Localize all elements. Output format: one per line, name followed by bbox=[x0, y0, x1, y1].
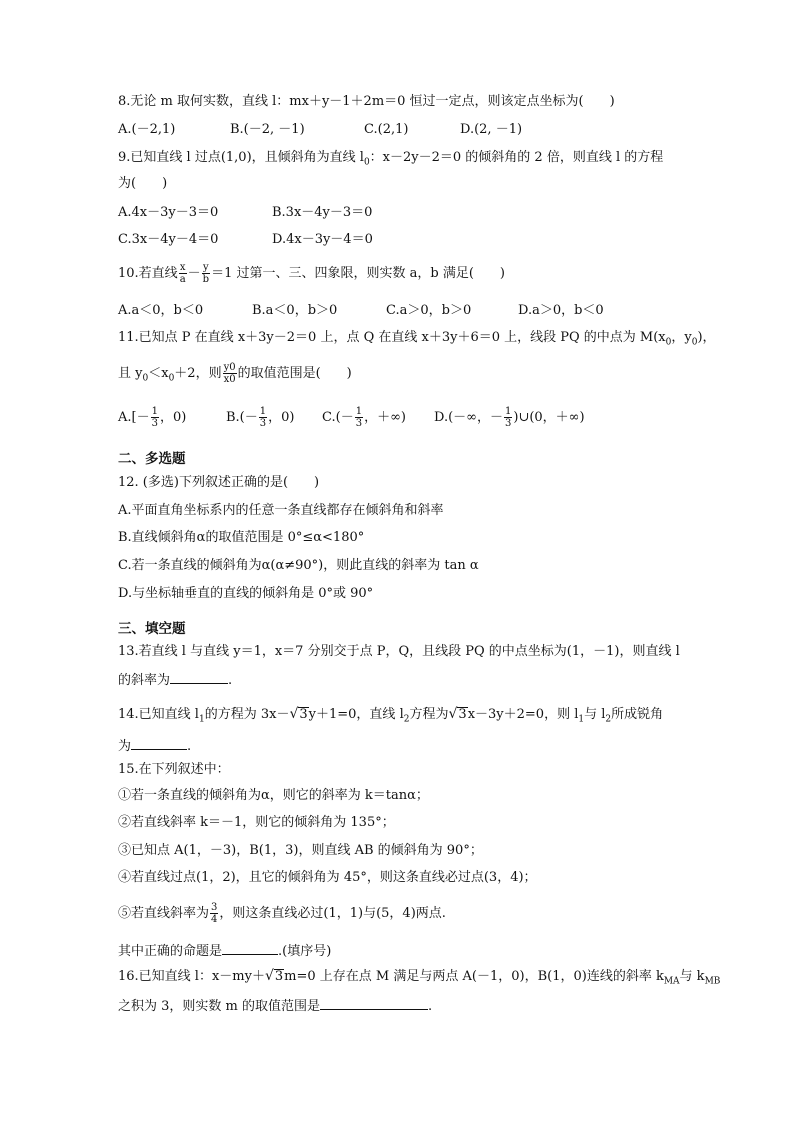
q11-opt-b-frac bbox=[259, 406, 267, 429]
q14-radicand1: 3 bbox=[299, 707, 308, 722]
q11-cont-b: ＜x bbox=[148, 366, 169, 381]
q10-frac1-num: x bbox=[179, 262, 186, 273]
q16-c: 与 k bbox=[679, 969, 705, 984]
q14-sub3: 1 bbox=[578, 714, 585, 725]
q10-minus: － bbox=[187, 266, 201, 281]
q11-stem-cont bbox=[118, 362, 352, 389]
q14-f: 与 l bbox=[584, 707, 606, 722]
q11-cont-d: 的取值范围是( ) bbox=[237, 366, 352, 381]
q14-e: x－3y＋2=0，则 l bbox=[467, 707, 579, 722]
sqrt-icon: √ bbox=[289, 706, 299, 722]
q15-item-2: ②若直线斜率 k＝－1，则它的倾斜角为 135°； bbox=[118, 815, 395, 830]
q11-stem-tail: ，y bbox=[671, 330, 692, 345]
q9-stem-cont: 为( ) bbox=[118, 176, 168, 191]
q15-answer-blank[interactable] bbox=[222, 940, 278, 955]
q11-option-c bbox=[322, 406, 406, 429]
q9-option-d: D.4x－3y－4＝0 bbox=[272, 232, 373, 247]
q15-item5-post: ，则这条直线必过(1，1)与(5，4)两点. bbox=[219, 906, 446, 921]
q16-sub-mb: MB bbox=[704, 976, 721, 987]
q8-option-a: A.(－2,1) bbox=[118, 122, 176, 137]
q11-opt-d-frac bbox=[504, 406, 512, 429]
q15-item-1: ①若一条直线的倾斜角为α，则它的斜率为 k＝tanα； bbox=[118, 788, 429, 803]
q15-item5-num: 3 bbox=[211, 902, 218, 913]
q11-opt-c-den: 3 bbox=[355, 418, 363, 429]
q16-radicand: 3 bbox=[274, 969, 284, 984]
q11-sub-x0: 0 bbox=[665, 337, 672, 348]
q15-conclusion-post: .(填序号) bbox=[278, 944, 332, 959]
q16-cont: 之积为 3，则实数 m 的取值范围是 bbox=[118, 999, 320, 1014]
q10-frac2-num: y bbox=[203, 262, 209, 273]
q11-cont-c: ＋2，则 bbox=[174, 366, 222, 381]
q9-stem-a: 9.已知直线 l 过点(1,0)，且倾斜角为直线 l bbox=[118, 150, 364, 165]
q11-stem-end: )， bbox=[697, 330, 716, 345]
q11-opt-c-pre: C.(－ bbox=[322, 410, 354, 425]
q9-stem-sub: 0 bbox=[363, 157, 370, 168]
q16-stem bbox=[118, 966, 720, 992]
q10-option-d: D.a＞0，b＜0 bbox=[518, 303, 604, 318]
q11-opt-a-num: 1 bbox=[151, 406, 158, 417]
q14-radicand2: 3 bbox=[458, 707, 467, 722]
q16-b: m=0 上存在点 M 满足与两点 A(－1，0)，B(1，0)连线的斜率 k bbox=[284, 969, 664, 984]
q11-opt-d-den: 3 bbox=[505, 418, 512, 429]
q10-option-b: B.a＜0，b＞0 bbox=[252, 303, 338, 318]
q11-stem bbox=[118, 328, 716, 353]
q15-conclusion bbox=[118, 940, 331, 962]
q15-conclusion-pre: 其中正确的命题是 bbox=[118, 944, 223, 959]
q14-d: 方程为 bbox=[409, 707, 449, 722]
q14-c: y＋1=0，直线 l bbox=[308, 707, 404, 722]
q15-item-3: ③已知点 A(1，－3)，B(1，3)，则直线 AB 的倾斜角为 90°； bbox=[118, 843, 483, 858]
section-fill-blank-heading: 三、填空题 bbox=[118, 621, 186, 637]
q12-option-c: C.若一条直线的倾斜角为α(α≠90°)，则此直线的斜率为 tan α bbox=[118, 558, 479, 573]
q15-item-4: ④若直线过点(1，2)，且它的倾斜角为 45°，则这条直线必过点(3，4)； bbox=[118, 870, 537, 885]
q14-stem bbox=[118, 704, 663, 730]
q11-opt-b-num: 1 bbox=[259, 406, 267, 417]
q13-cont: 的斜率为 bbox=[118, 673, 171, 688]
q11-frac-num: y0 bbox=[223, 362, 236, 373]
q11-opt-c-post: ，＋∞) bbox=[364, 410, 406, 425]
q14-g: 所成锐角 bbox=[611, 707, 664, 722]
q15-item5-fraction bbox=[210, 902, 218, 925]
q11-opt-c-num: 1 bbox=[355, 406, 363, 417]
q16-sub-ma: MA bbox=[663, 976, 680, 987]
q11-opt-b-den: 3 bbox=[259, 418, 267, 429]
q13-answer-blank[interactable] bbox=[170, 669, 228, 684]
q11-frac-den: x0 bbox=[223, 374, 236, 385]
q15-stem: 15.在下列叙述中： bbox=[118, 762, 230, 777]
q10-stem bbox=[118, 262, 505, 285]
q15-item-5 bbox=[118, 902, 446, 925]
q16-answer-blank[interactable] bbox=[320, 995, 428, 1010]
q10-frac1-den: a bbox=[179, 274, 186, 285]
q11-opt-c-frac bbox=[355, 406, 363, 429]
q11-opt-a-den: 3 bbox=[151, 418, 158, 429]
q16-end: . bbox=[428, 999, 433, 1014]
q14-sub2: 2 bbox=[403, 714, 410, 725]
q14-b: 的方程为 3x－ bbox=[204, 707, 290, 722]
q14-end: . bbox=[187, 739, 192, 754]
q11-cont-a: 且 y bbox=[118, 366, 143, 381]
q8-stem: 8.无论 m 取何实数，直线 l：mx＋y－1＋2m＝0 恒过一定点，则该定点坐标为( ) bbox=[118, 94, 615, 109]
q11-fraction-y0-x0 bbox=[223, 362, 237, 385]
q10-frac2-den: b bbox=[202, 274, 210, 285]
q11-option-d bbox=[434, 406, 585, 429]
q11-opt-a-pre: A.[－ bbox=[118, 410, 150, 425]
q11-opt-d-post: )∪(0，＋∞) bbox=[513, 410, 585, 425]
q12-option-b: B.直线倾斜角α的取值范围是 0°≤α<180° bbox=[118, 530, 365, 545]
q11-opt-d-pre: D.(－∞，－ bbox=[434, 410, 503, 425]
q15-item5-den: 4 bbox=[211, 914, 218, 925]
q13-stem-cont bbox=[118, 669, 232, 691]
q9-option-a: A.4x－3y－3＝0 bbox=[118, 205, 219, 220]
q10-option-a: A.a＜0，b＜0 bbox=[118, 303, 204, 318]
q14-answer-blank[interactable] bbox=[131, 735, 187, 750]
q11-opt-a-frac bbox=[151, 406, 159, 429]
q10-fraction-y-b bbox=[202, 262, 210, 285]
q11-cont-sub2: 0 bbox=[168, 373, 175, 384]
sqrt-icon: √ bbox=[448, 706, 458, 722]
q9-option-b: B.3x－4y－3＝0 bbox=[272, 205, 373, 220]
q12-option-d: D.与坐标轴垂直的直线的倾斜角是 0°或 90° bbox=[118, 586, 374, 601]
q10-fraction-x-a bbox=[179, 262, 187, 285]
q10-option-c: C.a＞0，b＞0 bbox=[386, 303, 472, 318]
q11-opt-b-pre: B.(－ bbox=[226, 410, 258, 425]
q14-sub1: 1 bbox=[198, 714, 205, 725]
q14-stem-cont bbox=[118, 735, 191, 757]
q9-stem-b: ：x－2y－2＝0 的倾斜角的 2 倍，则直线 l 的方程 bbox=[369, 150, 664, 165]
q8-option-c: C.(2,1) bbox=[364, 122, 409, 137]
q13-end: . bbox=[228, 673, 233, 688]
q15-item5-pre: ⑤若直线斜率为 bbox=[118, 906, 210, 921]
q11-option-b bbox=[226, 406, 294, 429]
q13-stem: 13.若直线 l 与直线 y＝1，x＝7 分别交于点 P，Q，且线段 PQ 的中点坐标为(1，－1)，则直线 l bbox=[118, 644, 680, 659]
q10-prefix: 10.若直线 bbox=[118, 266, 178, 281]
q16-stem-cont bbox=[118, 995, 432, 1017]
q11-cont-sub1: 0 bbox=[142, 373, 149, 384]
q14-sub4: 2 bbox=[605, 714, 612, 725]
q11-opt-d-num: 1 bbox=[505, 406, 512, 417]
q11-sub-y0: 0 bbox=[691, 337, 698, 348]
q16-a: 16.已知直线 l：x－my＋ bbox=[118, 969, 265, 984]
q9-option-c: C.3x－4y－4＝0 bbox=[118, 232, 219, 247]
q10-suffix: ＝1 过第一、三、四象限，则实数 a，b 满足( ) bbox=[211, 266, 505, 281]
q11-opt-b-post: ，0) bbox=[268, 410, 295, 425]
q11-opt-a-post: ，0) bbox=[159, 410, 187, 425]
q8-option-b: B.(－2, －1) bbox=[230, 122, 305, 137]
q8-option-d: D.(2, －1) bbox=[460, 122, 523, 137]
q12-option-a: A.平面直角坐标系内的任意一条直线都存在倾斜角和斜率 bbox=[118, 503, 444, 518]
q14-cont: 为 bbox=[118, 739, 132, 754]
section-multi-choice-heading: 二、多选题 bbox=[118, 451, 186, 467]
q11-stem-text: 11.已知点 P 在直线 x＋3y－2＝0 上，点 Q 在直线 x＋3y＋6＝0 上，线段 PQ 的中点为 M(x bbox=[118, 330, 666, 345]
q11-option-a bbox=[118, 406, 186, 429]
q12-stem: 12. (多选)下列叙述正确的是( ) bbox=[118, 475, 320, 490]
q9-stem bbox=[118, 148, 663, 173]
q14-a: 14.已知直线 l bbox=[118, 707, 199, 722]
sqrt-icon: √ bbox=[264, 968, 274, 984]
